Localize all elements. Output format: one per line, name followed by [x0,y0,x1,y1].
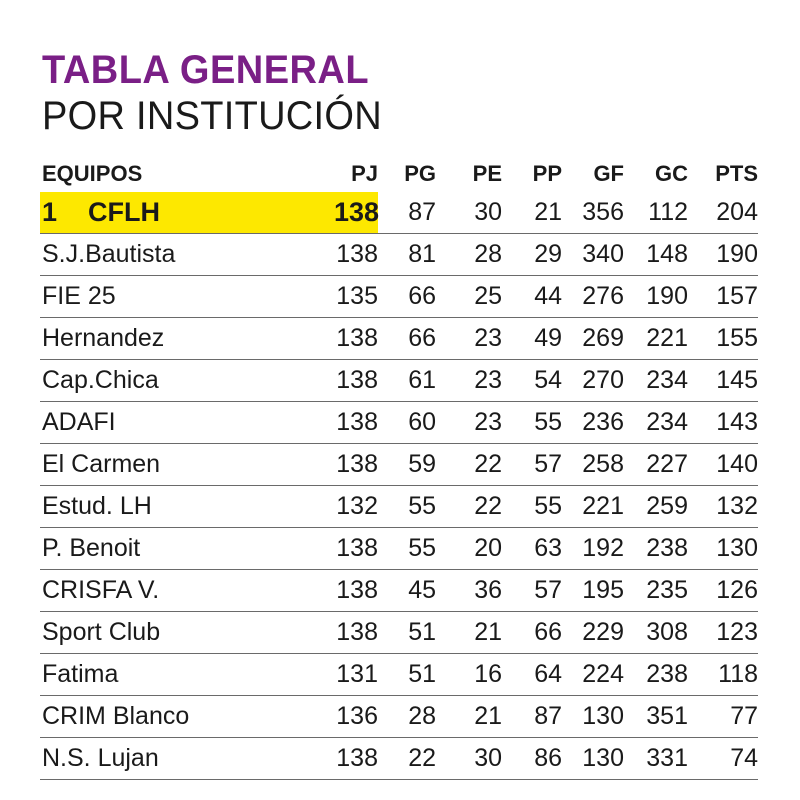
column-header-pts: PTS [715,161,758,186]
pe-cell: 21 [436,696,502,738]
pp-cell: 66 [502,612,562,654]
pg-cell: 87 [378,192,436,234]
gc-cell: 234 [624,360,688,402]
table-row [40,402,758,444]
pts-cell: 204 [688,192,758,234]
table-row [40,696,758,738]
gf-cell: 340 [562,234,624,276]
table-row [40,528,758,570]
pg-cell: 59 [378,444,436,486]
gf-cell: 269 [562,318,624,360]
gc-cell: 235 [624,570,688,612]
pts-cell: 130 [688,528,758,570]
pts-cell: 145 [688,360,758,402]
pts-cell: 157 [688,276,758,318]
gf-cell: 224 [562,654,624,696]
pe-cell: 23 [436,318,502,360]
position-number: 1 [42,197,58,227]
gf-cell: 276 [562,276,624,318]
pj-cell: 131 [334,654,378,696]
team-name: CFLH [88,197,160,227]
pp-cell: 87 [502,696,562,738]
pj-cell: 135 [334,276,378,318]
team-name: Fatima [40,654,334,696]
page-title: TABLA GENERAL [42,48,370,92]
team-cell [40,192,334,234]
gc-cell: 238 [624,528,688,570]
gc-cell: 259 [624,486,688,528]
gc-cell: 112 [624,192,688,234]
pe-cell: 30 [436,192,502,234]
pp-cell: 57 [502,570,562,612]
team-name: CRIM Blanco [40,696,334,738]
gf-cell: 356 [562,192,624,234]
pe-cell: 36 [436,570,502,612]
gf-cell: 195 [562,570,624,612]
pj-cell: 138 [334,444,378,486]
pg-cell: 28 [378,696,436,738]
team-name: N.S. Lujan [40,738,334,780]
table-row [40,738,758,780]
team-name: S.J.Bautista [40,234,334,276]
pg-cell: 81 [378,234,436,276]
pg-cell: 55 [378,528,436,570]
table-header [40,156,758,192]
gf-cell: 221 [562,486,624,528]
gf-cell: 229 [562,612,624,654]
pj-cell: 132 [334,486,378,528]
pe-cell: 23 [436,402,502,444]
pg-cell: 66 [378,318,436,360]
pts-cell: 126 [688,570,758,612]
pp-cell: 49 [502,318,562,360]
gc-cell: 234 [624,402,688,444]
table-row [40,570,758,612]
table-row [40,612,758,654]
pp-cell: 57 [502,444,562,486]
gf-cell: 270 [562,360,624,402]
team-name: CRISFA V. [40,570,334,612]
pg-cell: 66 [378,276,436,318]
pe-cell: 21 [436,612,502,654]
table-row [40,234,758,276]
pg-cell: 45 [378,570,436,612]
gc-cell: 238 [624,654,688,696]
pts-cell: 132 [688,486,758,528]
column-header-gf: GF [593,161,624,186]
pts-cell: 77 [688,696,758,738]
gc-cell: 221 [624,318,688,360]
pj-cell: 138 [334,402,378,444]
pj-cell: 136 [334,696,378,738]
pj-cell: 138 [334,570,378,612]
table-row [40,360,758,402]
team-name: El Carmen [40,444,334,486]
pj-cell: 138 [334,738,378,780]
standings-table [40,156,758,780]
gf-cell: 236 [562,402,624,444]
pts-cell: 140 [688,444,758,486]
gc-cell: 308 [624,612,688,654]
column-header-gc: GC [655,161,688,186]
pts-cell: 155 [688,318,758,360]
team-name: P. Benoit [40,528,334,570]
pp-cell: 54 [502,360,562,402]
team-name: ADAFI [40,402,334,444]
pp-cell: 55 [502,486,562,528]
team-name: Cap.Chica [40,360,334,402]
column-header-pe: PE [472,161,502,186]
pg-cell: 60 [378,402,436,444]
pts-cell: 118 [688,654,758,696]
gf-cell: 130 [562,738,624,780]
gf-cell: 258 [562,444,624,486]
gf-cell: 192 [562,528,624,570]
pp-cell: 44 [502,276,562,318]
pg-cell: 51 [378,612,436,654]
pe-cell: 25 [436,276,502,318]
pg-cell: 55 [378,486,436,528]
pj-cell: 138 [334,360,378,402]
team-name: Hernandez [40,318,334,360]
table-row [40,318,758,360]
gf-cell: 130 [562,696,624,738]
pg-cell: 51 [378,654,436,696]
pj-cell: 138 [334,234,378,276]
table-body [40,192,758,780]
pe-cell: 30 [436,738,502,780]
pp-cell: 86 [502,738,562,780]
pg-cell: 22 [378,738,436,780]
gc-cell: 148 [624,234,688,276]
gc-cell: 190 [624,276,688,318]
column-header-pj: PJ [351,161,378,186]
pj-cell: 138 [334,612,378,654]
table-row-leader [40,192,758,234]
pts-cell: 143 [688,402,758,444]
table-row [40,654,758,696]
pp-cell: 29 [502,234,562,276]
pts-cell: 190 [688,234,758,276]
pe-cell: 16 [436,654,502,696]
column-header-pp: PP [532,161,562,186]
gc-cell: 351 [624,696,688,738]
pj-cell: 138 [334,192,378,234]
team-name: FIE 25 [40,276,334,318]
team-name: Estud. LH [40,486,334,528]
pj-cell: 138 [334,528,378,570]
pp-cell: 63 [502,528,562,570]
gc-cell: 227 [624,444,688,486]
table-row [40,276,758,318]
pts-cell: 123 [688,612,758,654]
gc-cell: 331 [624,738,688,780]
pe-cell: 28 [436,234,502,276]
column-header-equipos: EQUIPOS [42,161,143,186]
table-row [40,444,758,486]
column-header-pg: PG [404,161,436,186]
pe-cell: 22 [436,486,502,528]
pj-cell: 138 [334,318,378,360]
page-subtitle: POR INSTITUCIÓN [42,94,382,138]
pts-cell: 74 [688,738,758,780]
pp-cell: 64 [502,654,562,696]
pp-cell: 55 [502,402,562,444]
table-row [40,486,758,528]
pe-cell: 23 [436,360,502,402]
pg-cell: 61 [378,360,436,402]
pp-cell: 21 [502,192,562,234]
header-row [40,156,758,192]
pe-cell: 20 [436,528,502,570]
pe-cell: 22 [436,444,502,486]
team-name: Sport Club [40,612,334,654]
